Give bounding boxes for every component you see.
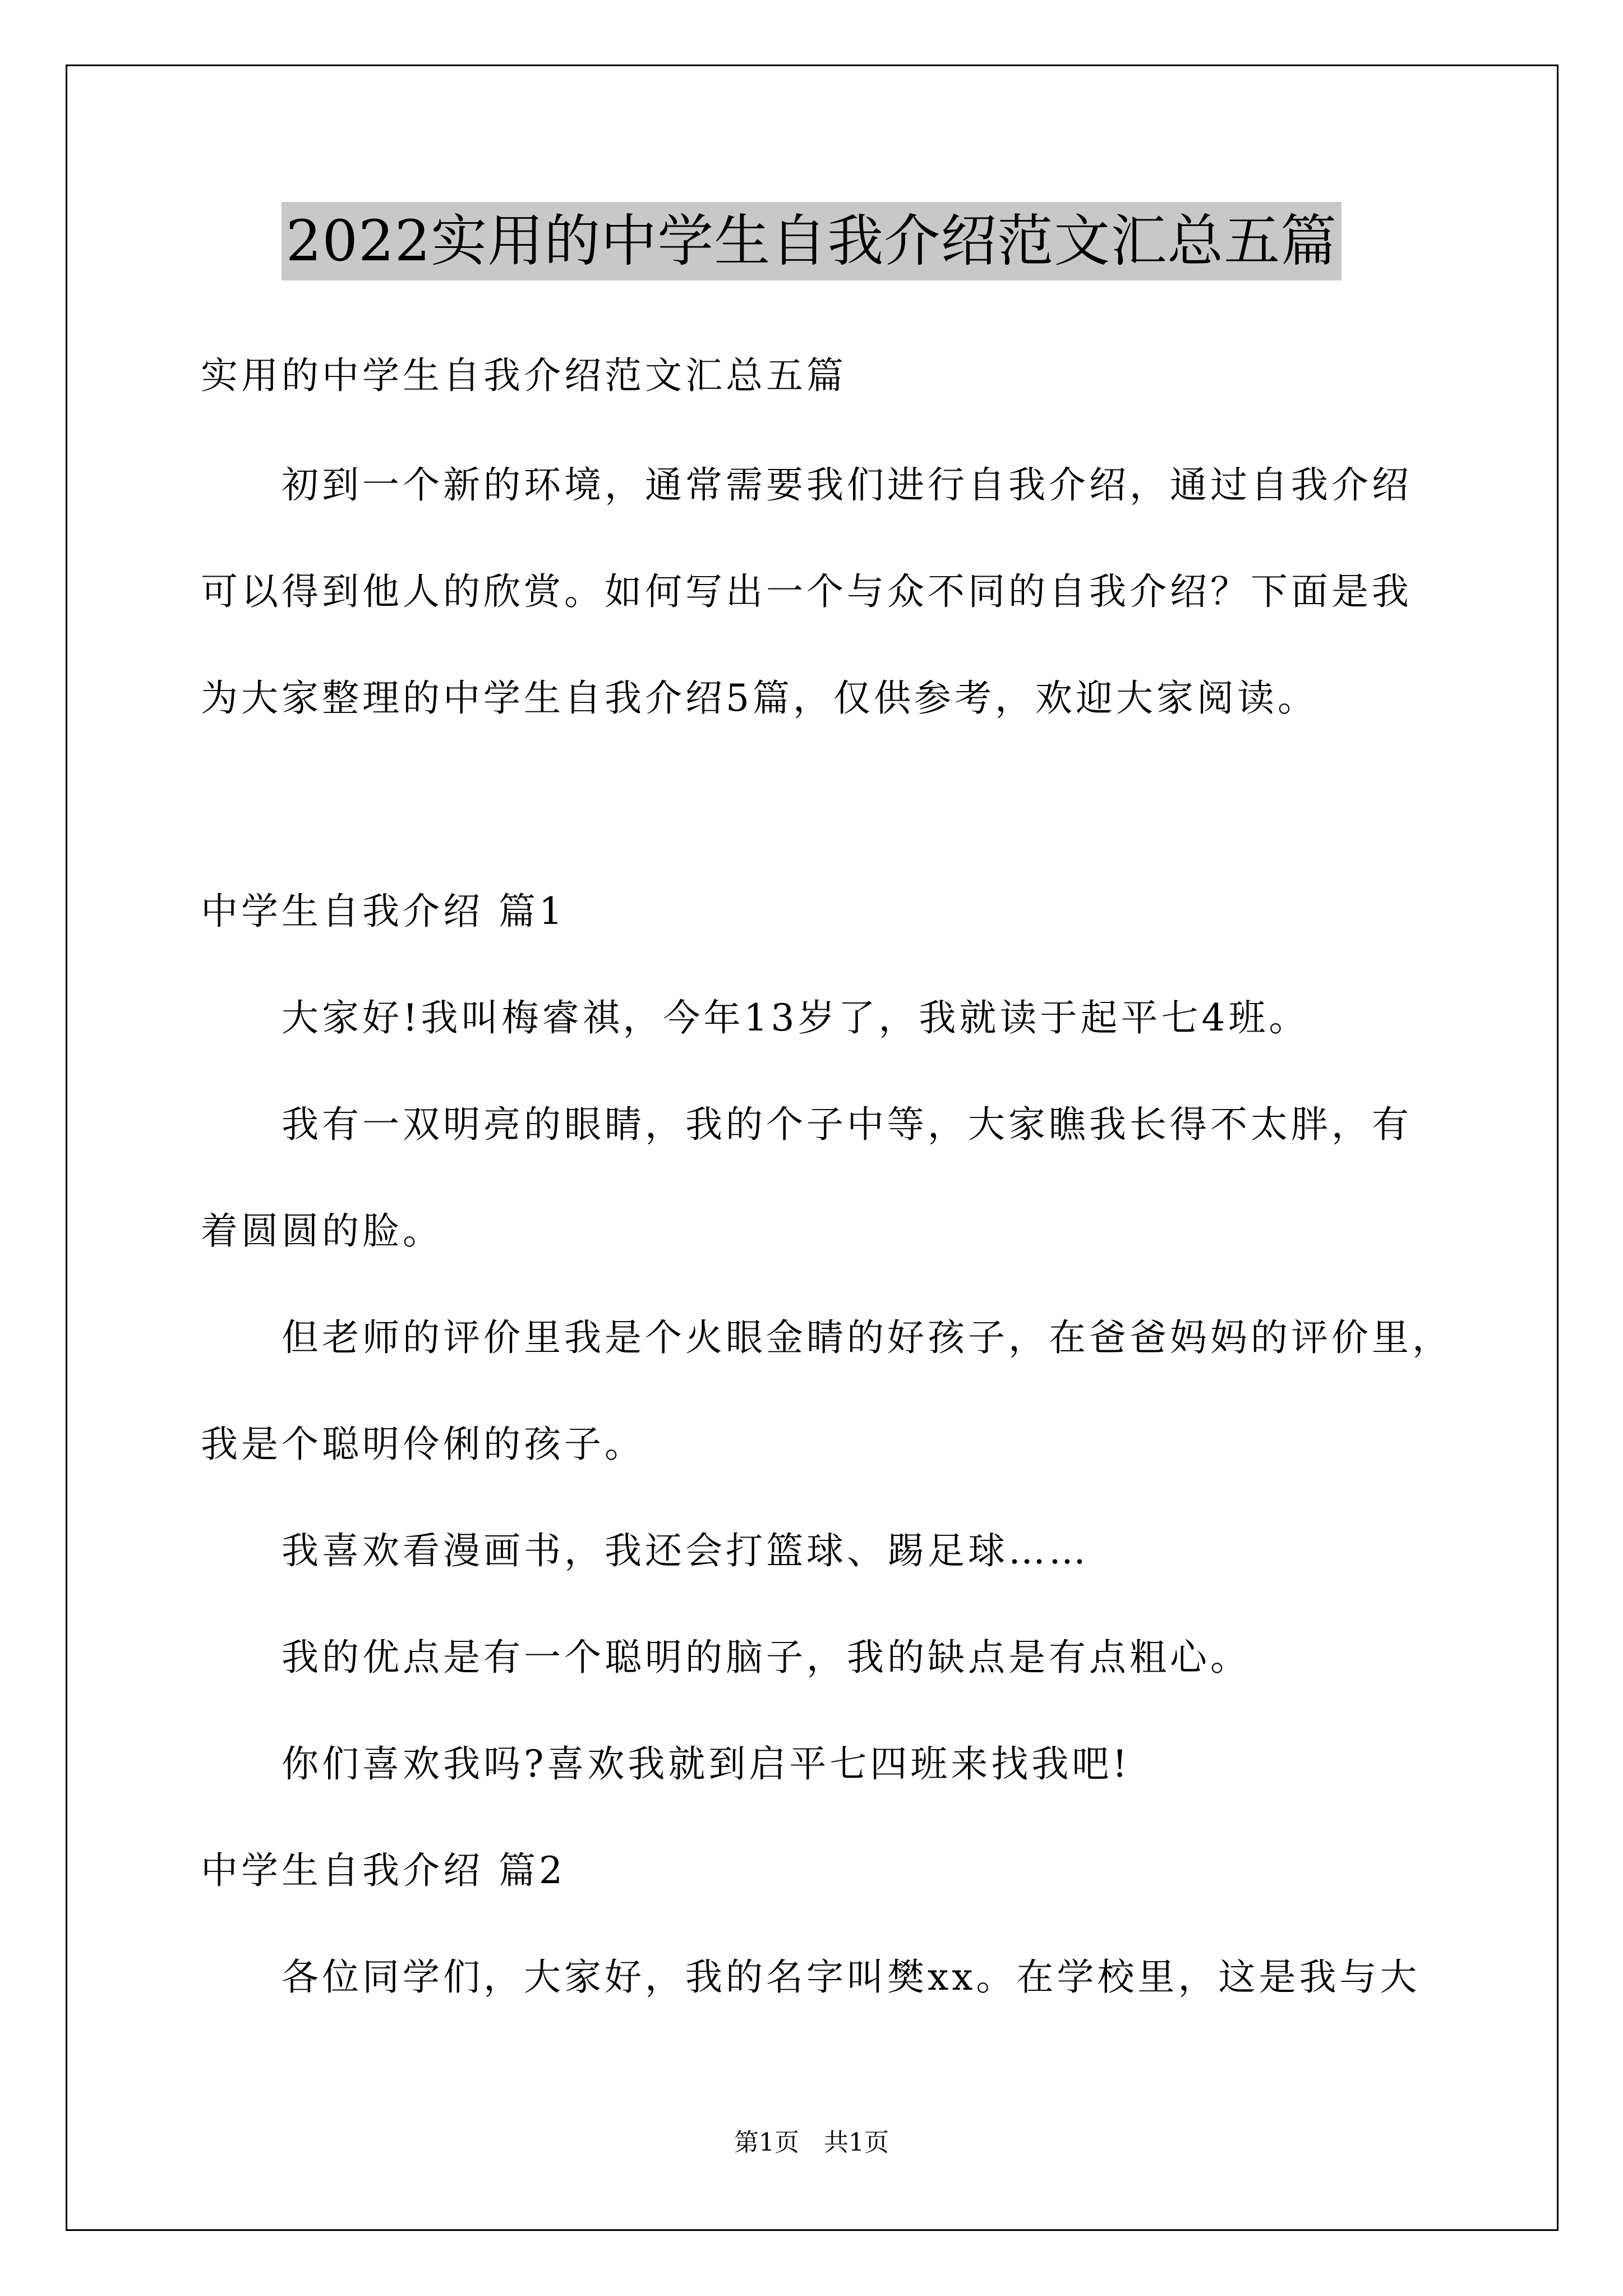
document-title: 2022实用的中学生自我介绍范文汇总五篇 (282, 202, 1342, 280)
paragraph-line: 大家好!我叫梅睿祺，今年13岁了，我就读于起平七4班。 (282, 996, 1310, 1039)
paragraph-line: 我有一双明亮的眼睛，我的个子中等，大家瞧我长得不太胖，有 (282, 1103, 1412, 1146)
title-block (0, 202, 1623, 280)
paragraph-line: 着圆圆的脸。 (201, 1209, 443, 1253)
paragraph-line: 我是个聪明伶俐的孩子。 (201, 1423, 645, 1466)
paragraph-line: 我喜欢看漫画书，我还会打篮球、踢足球…… (282, 1529, 1089, 1572)
paragraph-line: 可以得到他人的欣赏。如何写出一个与众不同的自我介绍？下面是我 (201, 570, 1412, 613)
paragraph-line: 各位同学们，大家好，我的名字叫樊xx。在学校里，这是我与大 (282, 1955, 1421, 1999)
paragraph-line: 初到一个新的环境，通常需要我们进行自我介绍，通过自我介绍 (282, 463, 1412, 507)
paragraph-line: 我的优点是有一个聪明的脑子，我的缺点是有点粗心。 (282, 1636, 1251, 1679)
section-heading: 中学生自我介绍 篇2 (201, 1849, 566, 1892)
paragraph-line: 为大家整理的中学生自我介绍5篇，仅供参考，欢迎大家阅读。 (201, 677, 1318, 720)
document-subtitle: 实用的中学生自我介绍范文汇总五篇 (201, 354, 847, 397)
section-heading: 中学生自我介绍 篇1 (201, 890, 566, 933)
paragraph-line: 你们喜欢我吗?喜欢我就到启平七四班来找我吧! (282, 1742, 1131, 1786)
paragraph-line: 但老师的评价里我是个火眼金睛的好孩子，在爸爸妈妈的评价里， (282, 1316, 1453, 1359)
page-footer: 第1页 共1页 (734, 2128, 889, 2157)
